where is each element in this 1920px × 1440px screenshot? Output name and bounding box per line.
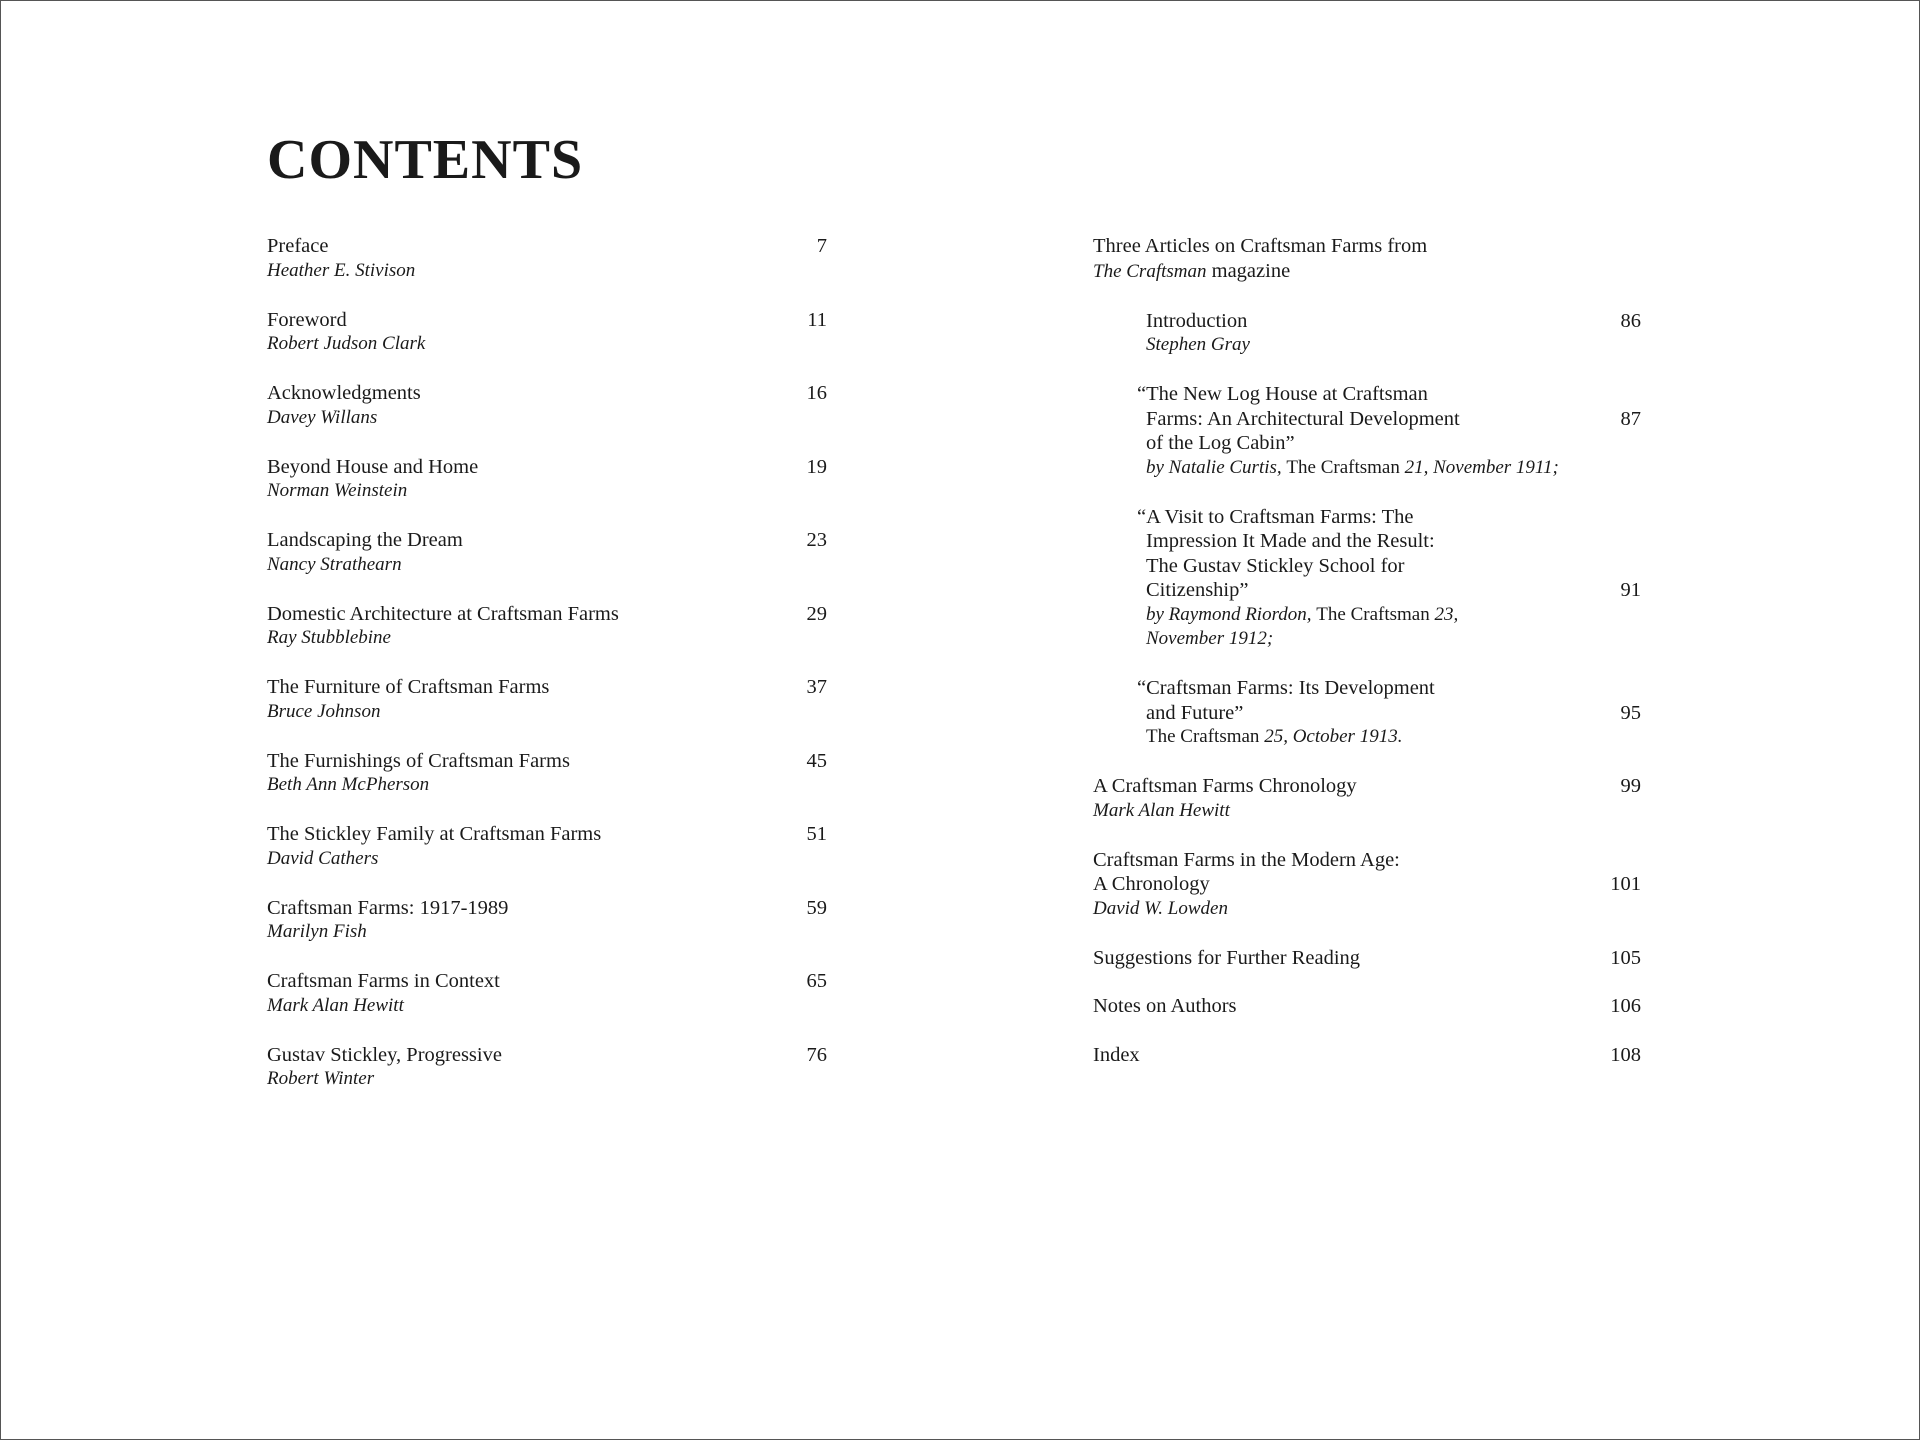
byline-issue: 23, <box>1429 603 1459 625</box>
entry-page-number: 95 <box>1620 701 1641 724</box>
entry-author: Beth Ann McPherson <box>267 774 430 795</box>
toc-entry[interactable] <box>267 234 827 283</box>
entry-title-line: “A Visit to Craftsman Farms: The <box>1137 505 1414 528</box>
toc-entry-index[interactable] <box>1093 1043 1641 1068</box>
entry-author: Robert Judson Clark <box>267 333 426 354</box>
toc-entry-further-reading[interactable] <box>1093 946 1641 971</box>
toc-entry[interactable] <box>267 675 827 724</box>
entry-title: Craftsman Farms in Context <box>267 970 500 992</box>
entry-page-number: 51 <box>806 823 827 845</box>
entry-author: Marilyn Fish <box>267 921 367 942</box>
entry-title: Index <box>1093 1043 1140 1066</box>
entry-title-line: Citizenship” <box>1146 579 1249 601</box>
byline-magazine: The Craftsman <box>1286 456 1400 478</box>
toc-entry[interactable] <box>267 381 827 430</box>
entry-title-line: “The New Log House at Craftsman <box>1137 383 1428 405</box>
entry-title: The Furniture of Craftsman Farms <box>267 676 550 698</box>
toc-entry[interactable] <box>267 969 827 1018</box>
entry-page-number: 105 <box>1610 946 1641 969</box>
entry-page-number: 29 <box>806 602 827 625</box>
toc-entry[interactable] <box>267 822 827 871</box>
contents-left-column <box>267 234 827 1116</box>
byline-magazine: The Craftsman <box>1316 603 1430 625</box>
entry-byline: November 1912; <box>1146 628 1274 649</box>
byline-author: by Natalie Curtis, <box>1146 456 1287 478</box>
entry-title: A Craftsman Farms Chronology <box>1093 775 1357 797</box>
entry-title: Introduction <box>1146 309 1248 332</box>
toc-entry-modern-age[interactable] <box>1093 848 1641 922</box>
entry-author: Robert Winter <box>267 1068 375 1089</box>
entry-title: The Furnishings of Craftsman Farms <box>267 749 570 772</box>
entry-title: Foreword <box>267 308 347 331</box>
entry-page-number: 101 <box>1610 873 1641 895</box>
entry-author: Mark Alan Hewitt <box>267 994 404 1016</box>
entry-page-number: 45 <box>806 749 827 772</box>
entry-page-number: 99 <box>1620 775 1641 797</box>
byline-author: by Raymond Riordon, <box>1146 603 1317 625</box>
entry-author: Nancy Strathearn <box>267 553 402 575</box>
entry-page-number: 59 <box>806 896 827 919</box>
entry-title-line: “Craftsman Farms: Its Development <box>1137 677 1435 699</box>
entry-title: Notes on Authors <box>1093 995 1237 1017</box>
entry-author: David Cathers <box>267 847 379 869</box>
toc-entry[interactable] <box>267 528 827 577</box>
entry-author: Heather E. Stivison <box>267 259 416 281</box>
toc-entry-article-development[interactable] <box>1137 676 1641 750</box>
byline-issue: 25, October 1913. <box>1259 726 1403 747</box>
entry-title: Landscaping the Dream <box>267 529 463 551</box>
entry-page-number: 87 <box>1620 407 1641 430</box>
entry-page-number: 108 <box>1610 1043 1641 1066</box>
entry-title-line: The Gustav Stickley School for <box>1146 554 1405 577</box>
entry-page-number: 91 <box>1620 579 1641 601</box>
entry-page-number: 23 <box>806 529 827 551</box>
toc-entry-article-log-house[interactable] <box>1137 382 1641 480</box>
magazine-name: The Craftsman <box>1093 260 1207 282</box>
entry-page-number: 11 <box>807 308 827 331</box>
contents-right-column <box>1093 234 1641 1092</box>
toc-entry[interactable] <box>267 602 827 651</box>
entry-author: Bruce Johnson <box>267 700 381 722</box>
entry-title: Acknowledgments <box>267 382 421 404</box>
entry-title-line: A Chronology <box>1093 873 1210 895</box>
section-title-line: Three Articles on Craftsman Farms from <box>1093 235 1428 257</box>
entry-page-number: 19 <box>806 455 827 478</box>
entry-title: Beyond House and Home <box>267 455 479 478</box>
entry-page-number: 106 <box>1610 995 1641 1017</box>
toc-entry[interactable] <box>267 896 827 945</box>
byline-issue: 21, November 1911; <box>1399 456 1559 478</box>
section-title-suffix: magazine <box>1206 259 1291 282</box>
entry-title: Craftsman Farms: 1917-1989 <box>267 896 509 919</box>
byline-magazine: The Craftsman <box>1146 726 1260 747</box>
entry-byline <box>1146 603 1641 628</box>
toc-entry[interactable] <box>267 749 827 798</box>
entry-author: Davey Willans <box>267 406 378 428</box>
toc-entry[interactable] <box>267 455 827 504</box>
entry-page-number: 86 <box>1620 309 1641 332</box>
entry-title-line: and Future” <box>1146 701 1244 724</box>
entry-page-number: 16 <box>806 382 827 404</box>
toc-entry-chronology[interactable] <box>1093 774 1641 823</box>
entry-title-line: Impression It Made and the Result: <box>1146 530 1435 552</box>
entry-title-line: Farms: An Architectural Development <box>1146 407 1460 430</box>
entry-title: Preface <box>267 235 329 257</box>
entry-title-line: Craftsman Farms in the Modern Age: <box>1093 848 1400 871</box>
toc-entry[interactable] <box>267 1043 827 1092</box>
section-title-line <box>1093 259 1641 285</box>
entry-page-number: 76 <box>806 1043 827 1066</box>
entry-author: Norman Weinstein <box>267 480 408 501</box>
toc-entry-introduction[interactable] <box>1146 309 1641 358</box>
entry-author: Mark Alan Hewitt <box>1093 799 1230 821</box>
toc-entry-article-visit[interactable] <box>1137 505 1641 652</box>
entry-page-number: 65 <box>806 970 827 992</box>
entry-title-line: of the Log Cabin” <box>1146 432 1295 454</box>
page-title: CONTENTS <box>267 129 584 191</box>
entry-author: Ray Stubblebine <box>267 627 391 648</box>
toc-entry-notes-on-authors[interactable] <box>1093 994 1641 1019</box>
entry-byline <box>1146 725 1641 750</box>
toc-entry[interactable] <box>267 308 827 357</box>
entry-author: David W. Lowden <box>1093 897 1228 919</box>
entry-title: The Stickley Family at Craftsman Farms <box>267 823 602 845</box>
entry-title: Suggestions for Further Reading <box>1093 946 1361 969</box>
entry-page-number: 7 <box>816 235 827 257</box>
toc-section-heading <box>1093 234 1641 284</box>
entry-page-number: 37 <box>806 676 827 698</box>
entry-author: Stephen Gray <box>1146 334 1250 355</box>
entry-title: Gustav Stickley, Progressive <box>267 1043 502 1066</box>
entry-title: Domestic Architecture at Craftsman Farms <box>267 602 619 625</box>
entry-byline <box>1146 456 1641 481</box>
